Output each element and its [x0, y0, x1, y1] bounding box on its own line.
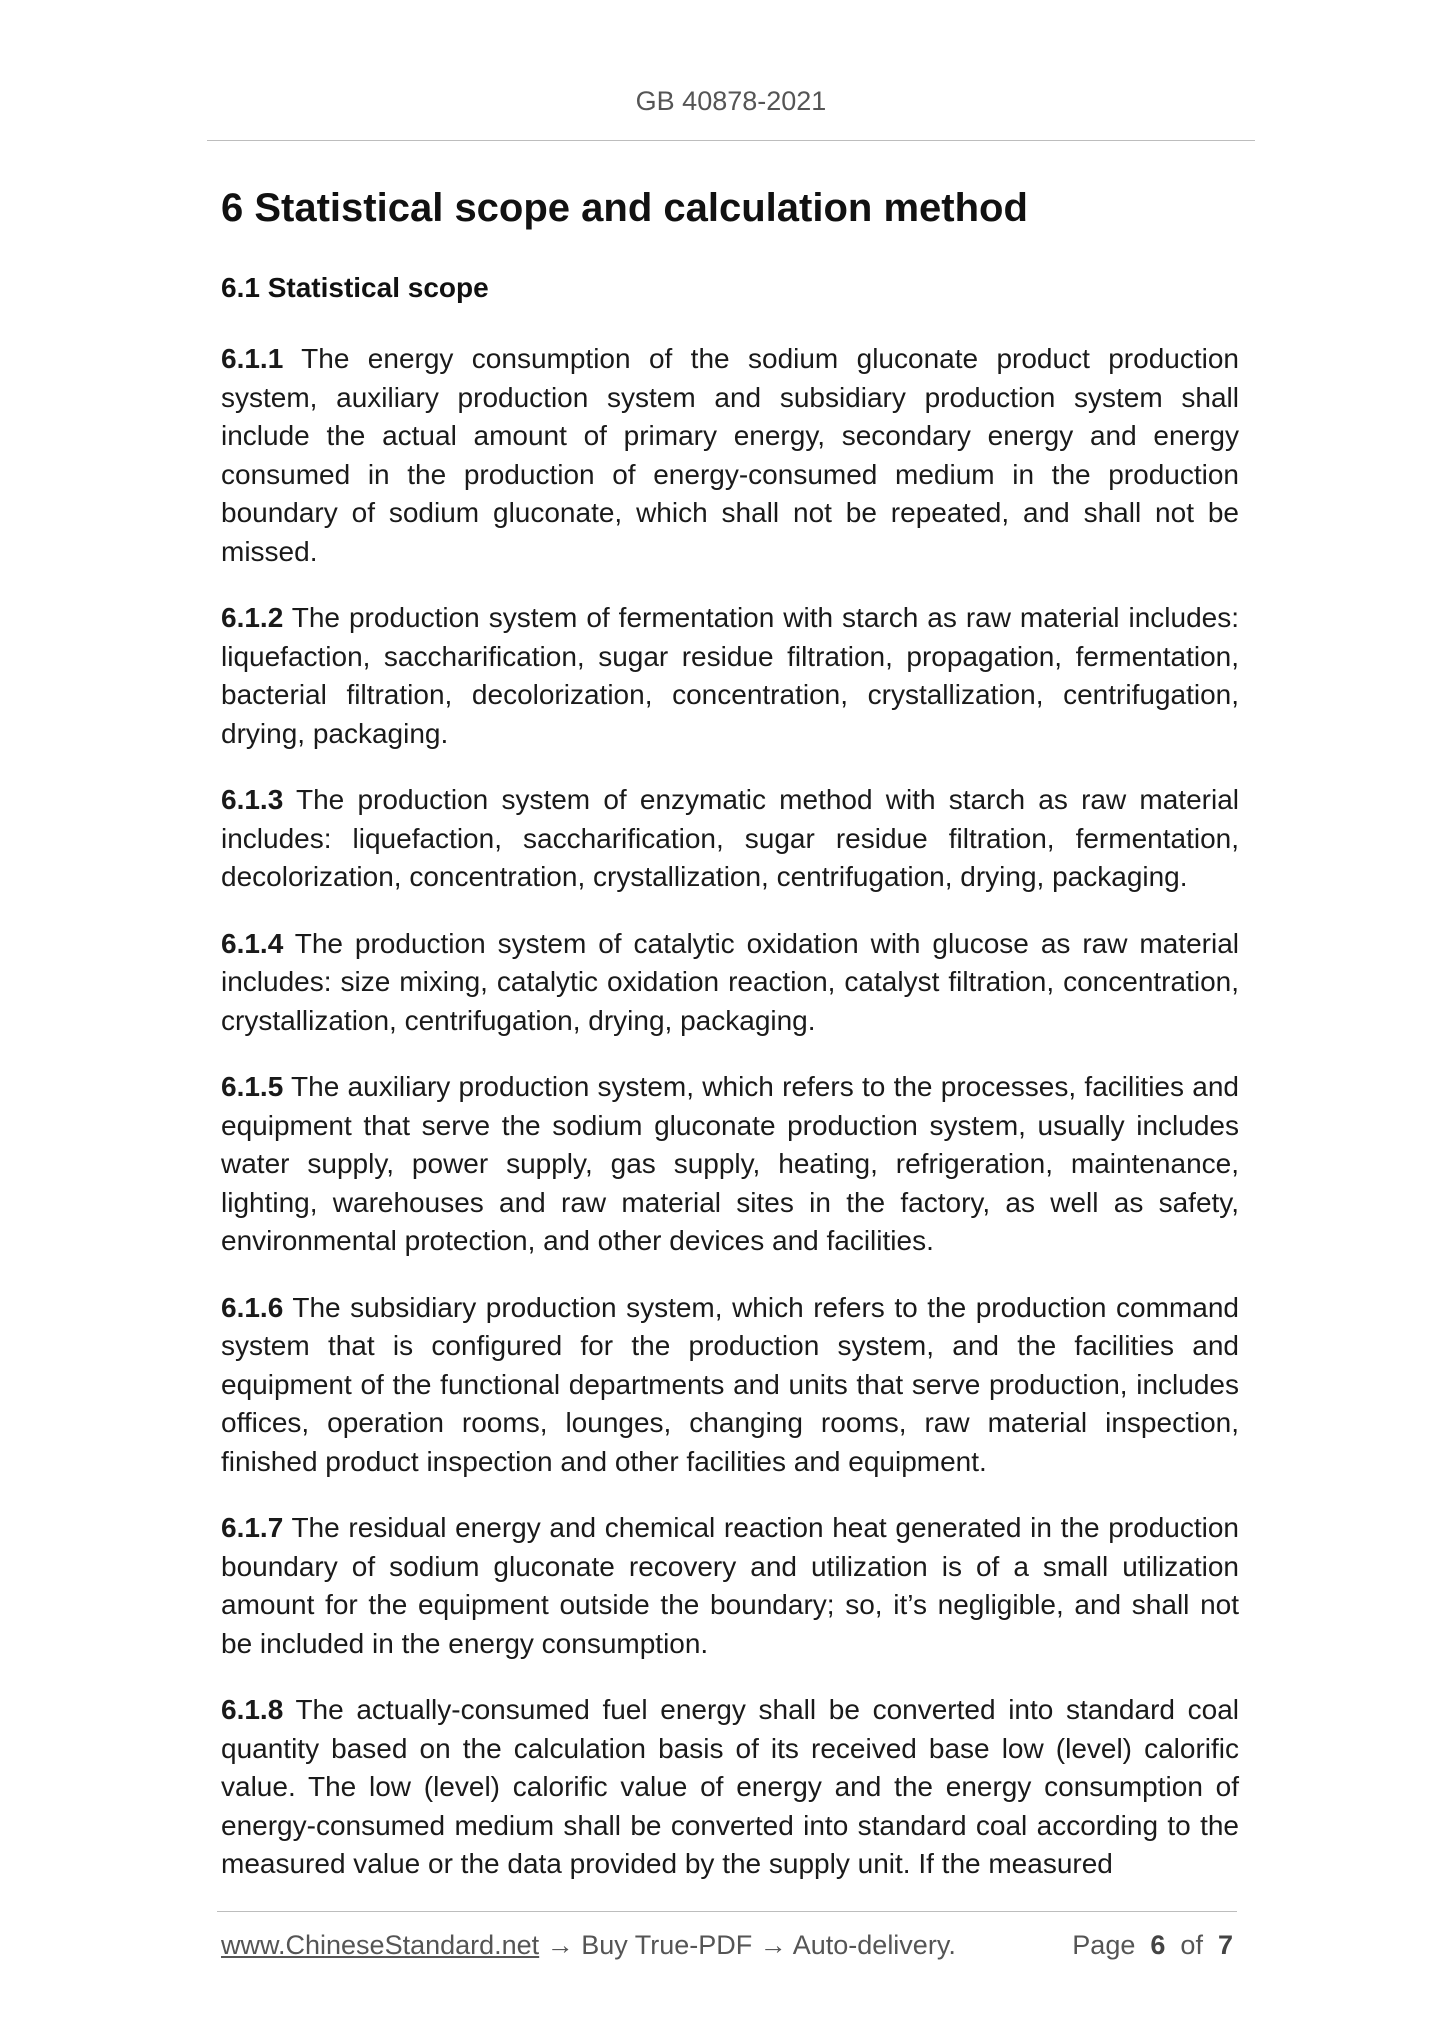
footer-divider	[217, 1911, 1237, 1912]
clause-6-1-5	[221, 1068, 1239, 1261]
clause-number: 6.1.8	[221, 1694, 284, 1725]
footer-tagline: → Buy True-PDF → Auto-delivery.	[539, 1930, 956, 1960]
page-label: Page	[1072, 1930, 1136, 1960]
clause-text: The production system of catalytic oxidation with glucose as raw material includes: size mixing, catalytic oxidation reaction, catalyst filtration, concentration, crystallization, centrifugation, drying, packaging.	[221, 927, 1239, 1036]
clause-text: The actually-consumed fuel energy shall be converted into standard coal quantity based on the calculation basis of its received base low (level) calorific value. The low (level) calorific value of energy and the energy consumption of energy-consumed medium shall be converted into standard coal according to the measured value or the data provided by the supply unit. If the measured	[221, 1694, 1239, 1879]
website-link[interactable]: www.ChineseStandard.net	[221, 1930, 540, 1960]
footer-promo	[221, 1930, 956, 1961]
clause-text: The auxiliary production system, which refers to the processes, facilities and equipment that serve the sodium gluconate production system, usually includes water supply, power supply, gas supply, heating, refrigeration, maintenance, lighting, warehouses and raw material sites in the factory, as well as safety, environmental protection, and other devices and facilities.	[221, 1071, 1239, 1256]
clause-number: 6.1.7	[221, 1512, 284, 1543]
clause-number: 6.1.2	[221, 602, 284, 633]
section-title: 6 Statistical scope and calculation method	[221, 186, 1028, 230]
clause-6-1-6	[221, 1289, 1239, 1482]
page-number	[1072, 1930, 1233, 1961]
page-header-doc-id: GB 40878-2021	[635, 86, 827, 116]
clause-6-1-8	[221, 1691, 1239, 1884]
clause-text: The residual energy and chemical reaction heat generated in the production boundary of sodium gluconate recovery and utilization is of a small utilization amount for the equipment outside the boundary; so, it’s negligible, and shall not be included in the energy consumption.	[221, 1512, 1239, 1659]
clause-text: The production system of enzymatic method with starch as raw material includes: liquefaction, saccharification, sugar residue filtration, fermentation, decolorization, concentration, crystallization, centrifugation, drying, packaging.	[221, 784, 1239, 892]
clause-6-1-3	[221, 781, 1239, 897]
clause-number: 6.1.3	[221, 784, 284, 815]
clause-number: 6.1.6	[221, 1291, 284, 1323]
clause-text: The energy consumption of the sodium gluconate product production system, auxiliary production system and subsidiary production system shall include the actual amount of primary energy, secondary energy and energy consumed in the production of energy-consumed medium in the production boundary of sodium gluconate, which shall not be repeated, and shall not be missed.	[221, 343, 1239, 567]
page-current: 6	[1150, 1930, 1166, 1960]
subsection-title: 6.1 Statistical scope	[221, 272, 489, 303]
clause-6-1-1	[221, 340, 1239, 571]
page-content	[221, 178, 1239, 1884]
clause-text: The production system of fermentation with starch as raw material includes: liquefaction, saccharification, sugar residue filtration, propagation, fermentation, bacterial filtration, decolorization, concentration, crystallization, centrifugation, drying, packaging.	[221, 602, 1239, 749]
clause-text: The subsidiary production system, which refers to the production command system that is configured for the production system, and the facilities and equipment of the functional departments and units that serve production, includes offices, operation rooms, lounges, changing rooms, raw material inspection, finished product inspection and other facilities and equipment.	[221, 1291, 1239, 1477]
header-divider	[207, 140, 1255, 141]
clause-number: 6.1.5	[221, 1071, 284, 1102]
clause-6-1-4	[221, 925, 1239, 1041]
page-of-label: of	[1180, 1930, 1203, 1960]
clause-number: 6.1.1	[221, 343, 284, 374]
clause-6-1-2	[221, 599, 1239, 753]
clause-number: 6.1.4	[221, 927, 284, 959]
page-total: 7	[1217, 1930, 1233, 1960]
clause-6-1-7	[221, 1509, 1239, 1663]
